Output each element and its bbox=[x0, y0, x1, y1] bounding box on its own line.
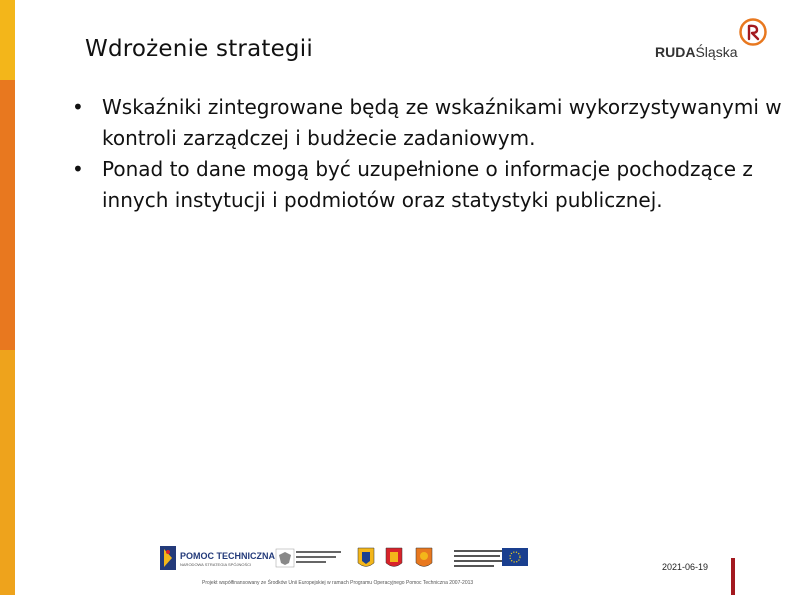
side-bar-top bbox=[0, 0, 15, 80]
ministry-emblem bbox=[276, 549, 341, 567]
bullet-item bbox=[72, 154, 782, 216]
slide-date: 2021-06-19 bbox=[662, 562, 709, 572]
logo-emblem-icon bbox=[739, 18, 767, 46]
bullet-text: Wskaźniki zintegrowane będą ze wskaźnikami wykorzystywanymi w kontroli zarządczej i budżecie zadaniowym. bbox=[102, 95, 782, 150]
bullet-text: Ponad to dane mogą być uzupełnione o informacje pochodzące z innych instytucji i podmiotów oraz statystyki publicznej. bbox=[102, 157, 753, 212]
bullet-list bbox=[72, 92, 782, 216]
slide-title: Wdrożenie strategii bbox=[85, 36, 313, 62]
funding-caption: Projekt współfinansowany ze Środków Unii Europejskiej w ramach Programu Operacyjnego Pomoc Techniczna 2007-2013 bbox=[202, 580, 474, 586]
logo-brand-regular: Śląska bbox=[695, 44, 738, 60]
logo-brand-bold: RUDA bbox=[655, 44, 696, 60]
silesia-emblem bbox=[358, 548, 374, 567]
powiat-emblem bbox=[416, 548, 432, 567]
bullet-dot: • bbox=[72, 95, 84, 119]
side-bar-bottom bbox=[0, 350, 15, 595]
accent-line bbox=[731, 558, 735, 595]
pomoc-techniczna-label: POMOC TECHNICZNA bbox=[180, 551, 275, 561]
ruda-slaska-logo bbox=[655, 18, 770, 66]
logo-wordmark bbox=[655, 44, 737, 60]
pomoc-techniczna-sublabel: NARODOWA STRATEGIA SPÓJNOŚCI bbox=[180, 562, 252, 567]
side-bar-middle bbox=[0, 80, 15, 350]
eu-flag-block bbox=[454, 548, 528, 567]
bullet-item bbox=[72, 92, 782, 154]
bullet-dot: • bbox=[72, 157, 84, 181]
funding-logos-strip bbox=[158, 543, 530, 593]
pomoc-techniczna-logo bbox=[160, 546, 176, 570]
ruda-emblem bbox=[386, 548, 402, 567]
